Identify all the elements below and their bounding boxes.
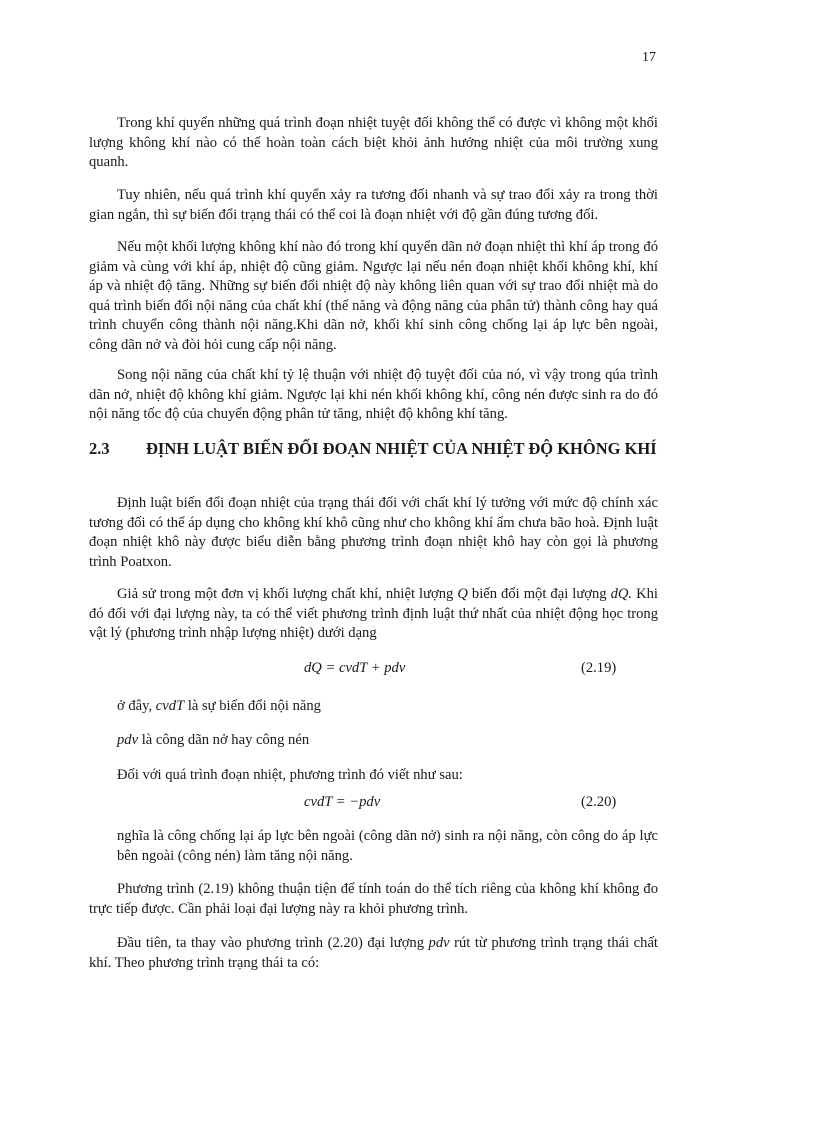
paragraph-internal-energy: Song nội năng của chất khí tỷ lệ thuận với nhiệt độ tuyệt đối của nó, vì vậy trong qúa trình dãn nở, nhiệt độ không khí giảm. Ngược lại khi nén khối không khí, công nén được sinh ra do đó nội năng tốc độ của chuyển động phân tử tăng, nhiệt độ không khí tăng. <box>89 367 658 422</box>
text-run: ở đây, <box>117 698 156 714</box>
section-title: ĐỊNH LUẬT BIẾN ĐỔI ĐOẠN NHIỆT CỦA NHIỆT ĐỘ KHÔNG KHÍ <box>146 439 657 458</box>
paragraph-heat-quantity <box>89 585 658 644</box>
section-number: 2.3 <box>89 439 110 458</box>
equation-expression: cvdT = −pdv <box>304 794 381 810</box>
symbol-pdv: pdv <box>428 935 450 951</box>
text-run: là công dãn nở hay công nén <box>138 732 310 748</box>
equation-number: (2.20) <box>581 794 617 810</box>
text-run: Khi đó đối với đại lượng này, ta có thể viết phương trình định luật thứ nhất của nhiệt động học trong vật lý (phương trình nhập lượng nhiệt) dưới dạng <box>89 586 658 641</box>
paragraph-adiabatic-impossible: Trong khí quyển những quá trình đoạn nhiệt tuyệt đối không thể có được vì không một khối lượng không khí nào có thể hoàn toàn cách biệt khỏi ảnh hưởng nhiệt của môi trường xung quanh. <box>89 115 658 170</box>
paragraph-inconvenient: Phương trình (2.19) không thuận tiện để tính toán do thể tích riêng của không khí không đo trực tiếp được. Cần phải loại đại lượng này ra khỏi phương trình. <box>89 881 658 917</box>
symbol-pdv: pdv <box>117 732 139 748</box>
paragraph-adiabatic-approx: Tuy nhiên, nếu quá trình khí quyển xảy ra tương đối nhanh và sự trao đổi xảy ra trong thời gian ngắn, thì sự biến đổi trạng thái có thể coi là đoạn nhiệt với độ gần đúng tương đối. <box>89 187 658 223</box>
section-heading <box>89 438 679 459</box>
symbol-cvdt: cvdT <box>155 698 185 714</box>
paragraph-meaning: nghĩa là công chống lại áp lực bên ngoài (công dãn nở) sinh ra nội năng, còn công do áp lực bên ngoài (công nén) làm tăng nội năng. <box>117 828 658 864</box>
line-adiabatic-process: Đối với quá trình đoạn nhiệt, phương trình đó viết như sau: <box>117 767 463 783</box>
text-run: biến đổi một đại lượng <box>467 586 611 602</box>
line-pdv <box>117 731 309 751</box>
text-run: Đầu tiên, ta thay vào phương trình (2.20) đại lượng <box>117 935 429 951</box>
equation-number: (2.19) <box>581 660 617 676</box>
page-number: 17 <box>642 50 656 65</box>
text-run: Giả sử trong một đơn vị khối lượng chất khí, nhiệt lượng <box>117 586 458 602</box>
equation-expression: dQ = cvdT + pdv <box>304 660 406 676</box>
text-run: là sự biến đổi nội năng <box>184 698 321 714</box>
equation-2-19 <box>89 660 658 682</box>
paragraph-substitution <box>89 934 658 973</box>
paragraph-law-intro: Định luật biến đổi đoạn nhiệt của trạng thái đối với chất khí lý tưởng với mức độ chính xác tương đối có thể áp dụng cho không khí khô cũng như cho không khí ẩm chưa bão hoà. Định luật đoạn nhiệt khô này được biểu diễn bằng phương trình đoạn nhiệt khô hay còn gọi là phương trình Poatxon. <box>89 495 658 570</box>
text-run: rút từ phương trình trạng thái chất khí. Theo phương trình trạng thái ta có: <box>89 935 658 971</box>
symbol-q: Q <box>457 586 468 602</box>
equation-2-20 <box>89 794 658 816</box>
symbol-dq: dQ. <box>610 586 633 602</box>
line-where <box>117 697 321 717</box>
paragraph-expansion: Nếu một khối lượng không khí nào đó trong khí quyển dãn nở đoạn nhiệt thì khí áp trong đó giảm và cùng với khí áp, nhiệt độ cũng giảm. Ngược lại nếu nén đoạn nhiệt khối không khí, khí áp và nhiệt độ tăng. Những sự biến đổi nhiệt độ này không liên quan với sự trao đổi nhiệt mà do quá trình biến đổi nội năng của chất khí (thế năng và động năng của phân tử) thành công hay quá trình chuyển công thành nội năng.Khi dãn nở, khối khí sinh công chống lại áp lực bên ngoài, công dãn nở và đòi hỏi cung cấp nội năng. <box>89 239 658 353</box>
